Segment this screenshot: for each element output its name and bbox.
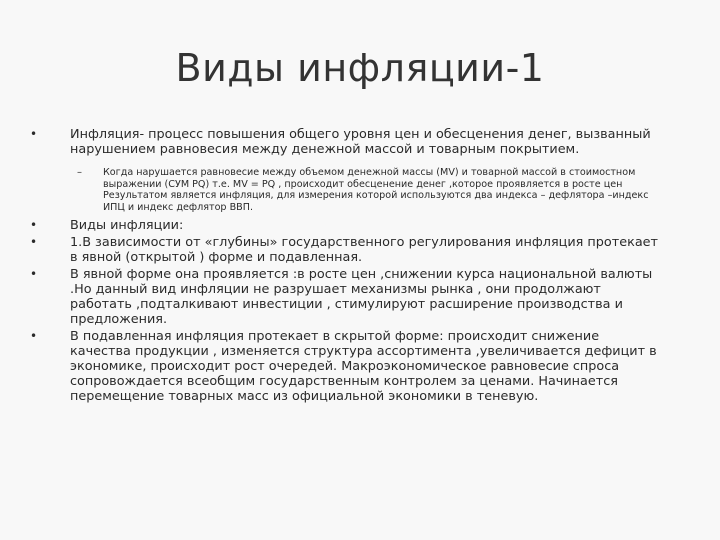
slide-content — [0, 127, 720, 406]
bullet-icon: • — [30, 127, 38, 141]
sub-bullet-item — [0, 167, 720, 213]
bullet-text: В подавленная инфляция протекает в скрытой форме: происходит снижение качества продукции , изменяется структура ассортимента ,увеличивается дефицит в экономике, происходит рост очередей. Макроэкономическое равновесие спроса сопровождается всеобщим государственным контролем за ценами. Начинается перемещение товарных масс из официальной экономики в теневую. — [70, 329, 657, 404]
bullet-icon: • — [30, 235, 38, 249]
sub-bullet-text: Когда нарушается равновесие между объемом денежной массы (MV) и товарной массой в стоимостном выражении (СУМ PQ) т.е. MV = PQ , происходит обесценение денег ,которое проявляется в росте цен Результатом является инфляция, для измерения которой используются два индекса – дефлятора –индекс ИПЦ и индекс дефлятор ВВП. — [103, 167, 649, 213]
bullet-item — [0, 235, 720, 265]
bullet-item — [0, 218, 720, 233]
bullet-text: В явной форме она проявляется :в росте цен ,снижении курса национальной валюты .Но данный вид инфляции не разрушает механизмы рынка , они продолжают работать ,подталкивают инвестиции , стимулируют расширение производства и предложения. — [70, 267, 653, 327]
bullet-item — [0, 329, 720, 404]
bullet-text: Виды инфляции: — [70, 218, 184, 233]
bullet-item — [0, 267, 720, 327]
bullet-text: 1.В зависимости от «глубины» государственного регулирования инфляция протекает в явной (открытой ) форме и подавленная. — [70, 235, 658, 265]
dash-icon: – — [77, 167, 82, 178]
slide-title: Виды инфляции-1 — [175, 46, 545, 90]
bullet-icon: • — [30, 267, 38, 281]
bullet-item — [0, 127, 720, 157]
bullet-icon: • — [30, 218, 38, 232]
bullet-text: Инфляция- процесс повышения общего уровня цен и обесценения денег, вызванный нарушением равновесия между денежной массой и товарным покрытием. — [70, 127, 651, 157]
bullet-icon: • — [30, 329, 38, 343]
